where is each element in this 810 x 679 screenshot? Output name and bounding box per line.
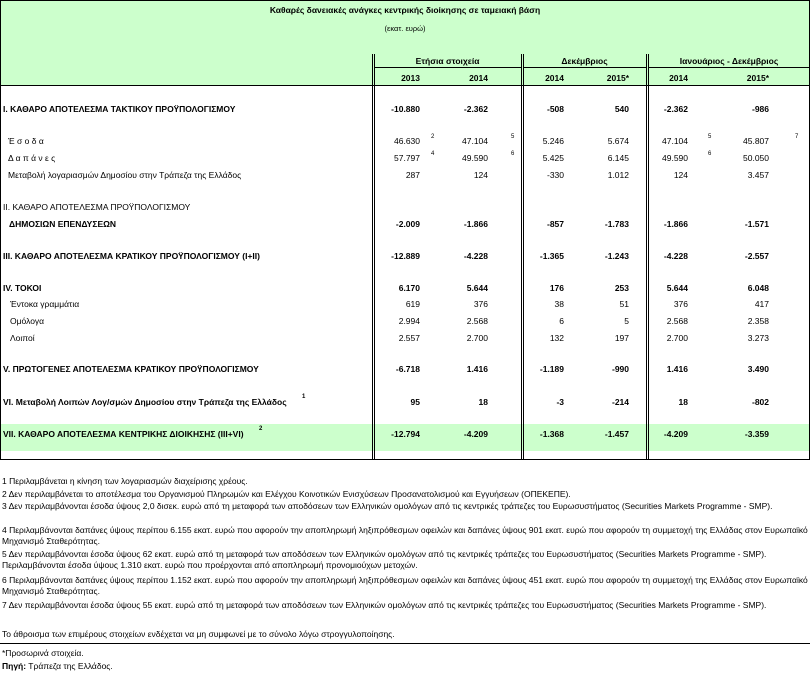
group-underline: [523, 67, 646, 68]
table-cell: 3.273: [747, 333, 769, 343]
table-cell: 5.644: [466, 283, 488, 293]
table-cell: -2.009: [395, 219, 420, 229]
table-cell: 47.104: [662, 136, 688, 146]
table-cell: -10.880: [391, 104, 420, 114]
table-cell: 417: [754, 299, 769, 309]
table-cell: 5.674: [607, 136, 629, 146]
table-cell: -6.718: [395, 364, 420, 374]
table-cell: -4.209: [663, 429, 688, 439]
row-label-continued: ΔΗΜΟΣΙΩΝ ΕΠΕΝΔΥΣΕΩΝ: [9, 219, 117, 229]
table-cell: -3.359: [744, 429, 769, 439]
table-cell: 95: [410, 397, 420, 407]
year-header: 2014: [669, 73, 688, 83]
group-header-jan-dec: Ιανουάριος - Δεκέμβριος: [679, 56, 779, 66]
table-cell: -1.243: [604, 251, 629, 261]
table-cell: 197: [614, 333, 629, 343]
table-cell: -214: [611, 397, 629, 407]
table-cell: 6: [559, 316, 564, 326]
row-label: Έ σ ο δ α: [8, 136, 44, 146]
table-cell: -330: [546, 170, 564, 180]
group-underline: [374, 67, 521, 68]
table-cell: -12.794: [391, 429, 420, 439]
table-cell: 5.246: [542, 136, 564, 146]
table-cell: -986: [751, 104, 769, 114]
footnote-ref: 1: [302, 394, 306, 400]
table-cell: 49.590: [462, 153, 488, 163]
table-cell: 38: [554, 299, 564, 309]
year-header: 2014: [469, 73, 488, 83]
table-cell: 5.644: [666, 283, 688, 293]
table-cell: 1.416: [666, 364, 688, 374]
table-cell: 2.568: [666, 316, 688, 326]
row-label: VII. ΚΑΘΑΡΟ ΑΠΟΤΕΛΕΣΜΑ ΚΕΝΤΡΙΚΗΣ ΔΙΟΙΚΗΣΗΣ (III+VI): [3, 429, 244, 439]
table-cell: 2.994: [398, 316, 420, 326]
table-cell: 49.590: [662, 153, 688, 163]
table-cell: 51: [619, 299, 629, 309]
table-cell: 2.568: [466, 316, 488, 326]
table-cell: -1.457: [604, 429, 629, 439]
table-cell: 540: [614, 104, 629, 114]
table-cell: 46.630: [394, 136, 420, 146]
table-cell: -4.228: [463, 251, 488, 261]
year-header: 2015*: [746, 73, 769, 83]
source-label: Πηγή:: [2, 661, 27, 671]
year-header: 2015*: [606, 73, 629, 83]
row-label: IV. ΤΟΚΟΙ: [3, 283, 42, 293]
table-title: Καθαρές δανειακές ανάγκες κεντρικής διοίκησης σε ταμειακή βάση: [269, 5, 541, 15]
footnote-ref: 2: [259, 426, 263, 432]
table-cell: 2.557: [398, 333, 420, 343]
row-label: Δ α π ά ν ε ς: [8, 153, 56, 163]
row-label: V. ΠΡΩΤΟΓΕΝΕΣ ΑΠΟΤΕΛΕΣΜΑ ΚΡΑΤΙΚΟΥ ΠΡΟΫΠΟΛΟΓΙΣΜΟΥ: [3, 364, 259, 374]
row-label: Μεταβολή λογαριασμών Δημοσίου στην Τράπεζα της Ελλάδος: [8, 170, 242, 180]
footnote: 7 Δεν περιλαμβάνονται έσοδα ύψους 55 εκατ. ευρώ από τη μεταφορά των αποδόσεων των Ελληνικών ομολόγων από τις κεντρικές τράπεζες του Ευρωσυστήματος (Securities Markets Programme - SMP).: [2, 600, 767, 610]
row-label: II. ΚΑΘΑΡΟ ΑΠΟΤΕΛΕΣΜΑ ΠΡΟΫΠΟΛΟΓΙΣΜΟΥ: [3, 202, 191, 212]
table-cell: 2.700: [666, 333, 688, 343]
table-cell: -4.209: [463, 429, 488, 439]
table-cell: 57.797: [394, 153, 420, 163]
footnote: 3 Δεν περιλαμβάνονται έσοδα ύψους 2,0 δισεκ. ευρώ από τη μεταφορά των αποδόσεων των Ελληνικών ομολόγων από τις κεντρικές τράπεζες του Ευρωσυστήματος (Securities Markets Programme - SMP).: [2, 501, 773, 511]
footnote: 1 Περιλαμβάνεται η κίνηση των λογαριασμών διαχείρισης χρέους.: [2, 476, 248, 486]
row-label: III. ΚΑΘΑΡΟ ΑΠΟΤΕΛΕΣΜΑ ΚΡΑΤΙΚΟΥ ΠΡΟΫΠΟΛΟΓΙΣΜΟΥ (I+II): [3, 251, 260, 261]
table-cell: -1.866: [663, 219, 688, 229]
table-cell: -2.362: [463, 104, 488, 114]
rounding-note: Το άθροισμα των επιμέρους στοιχείων ενδέχεται να μη συμφωνεί με το σύνολο λόγω στρογγυλοποίησης.: [2, 629, 395, 639]
table-cell: -1.189: [539, 364, 564, 374]
table-cell: 5.425: [542, 153, 564, 163]
table-cell: 287: [405, 170, 420, 180]
table-cell: -2.557: [744, 251, 769, 261]
table-cell: -1.571: [744, 219, 769, 229]
table-cell: 2.700: [466, 333, 488, 343]
row-label: Ομόλογα: [10, 316, 45, 326]
footnote-ref: 5: [708, 134, 712, 140]
source-text: Τράπεζα της Ελλάδος.: [26, 661, 113, 671]
table-cell: 1.416: [466, 364, 488, 374]
footnote-ref: 6: [708, 151, 712, 157]
row-label: Λοιποί: [10, 333, 35, 343]
table-cell: 50.050: [743, 153, 769, 163]
table-cell: 3.490: [747, 364, 769, 374]
footnote: 5 Δεν περιλαμβάνονται έσοδα ύψους 62 εκατ. ευρώ από τη μεταφορά των αποδόσεων των Ελληνικών ομολόγων από τις κεντρικές τράπεζες του Ευρωσυστήματος (Securities Markets Programme - SMP). Περιλαμβάνονται έσοδα ύψους 1.310 εκατ. ευρώ που προέρχονται από αποπληρωμή προνομιούχων μετοχών.: [2, 549, 767, 570]
table-cell: -4.228: [663, 251, 688, 261]
footnote-ref: 4: [431, 151, 435, 157]
footnote: 4 Περιλαμβάνονται δαπάνες ύψους περίπου 6.155 εκατ. ευρώ που αφορούν την αποπληρωμή ληξιπρόθεσμων οφειλών και δαπάνες ύψους 901 εκατ. ευρώ που αφορούν τη συμμετοχή της Ελλάδας στον Ευρωπαϊκό Μηχανισμό Σταθερότητας.: [2, 525, 808, 546]
footnote-ref: 6: [511, 151, 515, 157]
table-cell: -508: [546, 104, 564, 114]
footnote-ref: 5: [511, 134, 515, 140]
table-cell: -1.365: [539, 251, 564, 261]
table-cell: 376: [673, 299, 688, 309]
footnote-ref: 2: [431, 134, 435, 140]
table-cell: -1.866: [463, 219, 488, 229]
table-cell: 176: [549, 283, 564, 293]
table-cell: -12.889: [391, 251, 420, 261]
footnote: 2 Δεν περιλαμβάνεται το αποτέλεσμα του Οργανισμού Πληρωμών και Ελέγχου Κοινοτικών Ενισχύσεων Προσανατολισμού και Εγγυήσεων (ΟΠΕΚΕΠΕ).: [2, 489, 571, 499]
table-cell: 18: [478, 397, 488, 407]
provisional-note: *Προσωρινά στοιχεία.: [2, 648, 84, 658]
group-underline: [648, 67, 810, 68]
source-line: [2, 661, 808, 672]
table-cell: 619: [405, 299, 420, 309]
table-cell: 5: [624, 316, 629, 326]
table-cell: 6.145: [607, 153, 629, 163]
table-cell: -857: [546, 219, 564, 229]
footnote-ref: 7: [795, 134, 799, 140]
table-cell: -802: [751, 397, 769, 407]
table-cell: 376: [473, 299, 488, 309]
table-cell: 3.457: [747, 170, 769, 180]
table-cell: 253: [614, 283, 629, 293]
table-cell: 1.012: [607, 170, 629, 180]
year-header: 2013: [401, 73, 420, 83]
group-header-annual: Ετήσια στοιχεία: [415, 56, 480, 66]
group-header-december: Δεκέμβριος: [561, 56, 608, 66]
table-cell: -1.783: [604, 219, 629, 229]
footnote: 6 Περιλαμβάνονται δαπάνες ύψους περίπου 1.152 εκατ. ευρώ που αφορούν την αποπληρωμή ληξιπρόθεσμων οφειλών και δαπάνες ύψους 451 εκατ. ευρώ που αφορούν τη συμμετοχή της Ελλάδας στον Ευρωπαϊκό Μηχανισμό Σταθερότητας.: [2, 575, 808, 596]
table-cell: -2.362: [663, 104, 688, 114]
divider: [0, 643, 810, 644]
table-cell: 132: [549, 333, 564, 343]
row-label: VI. Μεταβολή Λοιπών Λογ/σμών Δημοσίου στην Τράπεζα της Ελλάδος: [3, 397, 287, 407]
table-cell: 2.358: [747, 316, 769, 326]
table-cell: -3: [556, 397, 564, 407]
table-cell: 6.170: [398, 283, 420, 293]
table-cell: 124: [473, 170, 488, 180]
row-label: I. ΚΑΘΑΡΟ ΑΠΟΤΕΛΕΣΜΑ ΤΑΚΤΙΚΟΥ ΠΡΟΫΠΟΛΟΓΙΣΜΟΥ: [3, 104, 236, 114]
table-cell: 47.104: [462, 136, 488, 146]
table-cell: 124: [673, 170, 688, 180]
table-cell: -990: [611, 364, 629, 374]
table-cell: -1.368: [539, 429, 564, 439]
table-cell: 18: [678, 397, 688, 407]
row-label: Έντοκα γραμμάτια: [10, 299, 80, 309]
table-cell: 45.807: [743, 136, 769, 146]
year-header: 2014: [545, 73, 564, 83]
table-cell: 6.048: [747, 283, 769, 293]
table-unit: (εκατ. ευρώ): [384, 24, 426, 33]
